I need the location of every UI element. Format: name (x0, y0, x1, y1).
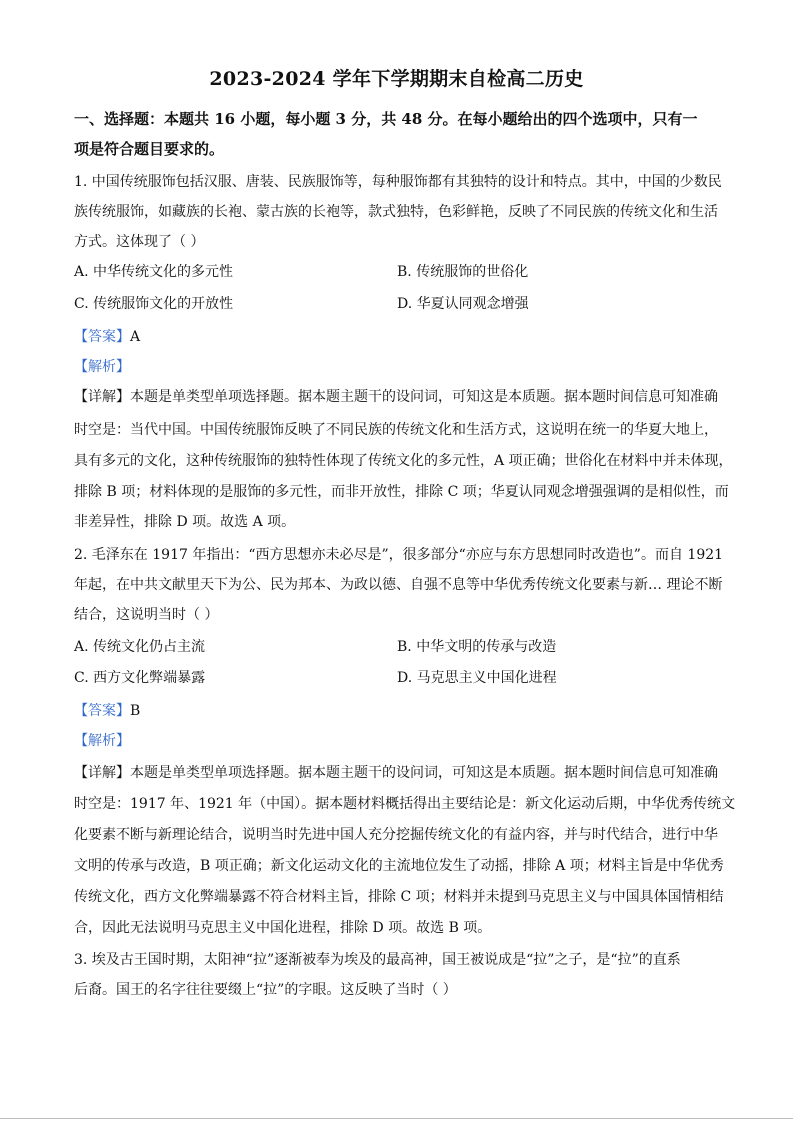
q2-detail-line-2: 时空是：1917 年、1921 年（中国）。据本题材料概括得出主要结论是：新文化运动后期，中华优秀传统文 (74, 796, 736, 812)
detail-text: 本题是单类型单项选择题。据本题主题干的设问词，可知这是本质题。据本题时间信息可知准确 (130, 389, 718, 405)
q3-stem-line-1: 3. 埃及古王国时期，太阳神“拉”逐渐被奉为埃及的最高神，国王被说成是“拉”之子，是“拉”的直系 (74, 952, 681, 968)
q2-stem-line-3: 结合，这说明当时（ ） (74, 607, 219, 623)
q2-detail-line-5: 传统文化，西方文化弊端暴露不符合材料主旨，排除 C 项；材料并未提到马克思主义与中国具体国情相结 (74, 889, 724, 905)
section-heading-line-2: 项是符合题目要求的。 (74, 140, 225, 158)
q1-option-a: A. 中华传统文化的多元性 (74, 264, 234, 280)
q2-detail-line-4: 文明的传承与改造，B 项正确；新文化运动文化的主流地位发生了动摇，排除 A 项；材料主旨是中华优秀 (74, 858, 724, 874)
q2-detail-line-1 (74, 764, 734, 782)
q1-detail-line-2: 时空是：当代中国。中国传统服饰反映了不同民族的传统文化和生活方式，这说明在统一的华夏大地上， (74, 422, 718, 438)
section-heading-line-1: 一、选择题：本题共 16 小题，每小题 3 分，共 48 分。在每小题给出的四个选项中，只有一 (74, 110, 698, 128)
q2-option-d: D. 马克思主义中国化进程 (397, 670, 557, 686)
q2-detail-line-3: 化要素不断与新理论结合，说明当时先进中国人充分挖掘传统文化的有益内容，并与时代结合，进行中华 (74, 827, 718, 843)
q1-option-b: B. 传统服饰的世俗化 (397, 264, 529, 280)
q2-option-b: B. 中华文明的传承与改造 (397, 639, 557, 655)
q1-option-c: C. 传统服饰文化的开放性 (74, 296, 234, 312)
q1-answer (74, 328, 734, 346)
q3-stem-line-2: 后裔。国王的名字往往要缀上“拉”的字眼。这反映了当时（ ） (74, 982, 457, 998)
q2-detail-line-6: 合，因此无法说明马克思主义中国化进程，排除 D 项。故选 B 项。 (74, 920, 492, 936)
q2-stem-line-1: 2. 毛泽东在 1917 年指出：“西方思想亦未必尽是”，很多部分“亦应与东方思想同时改造也”。而自 1921 (74, 547, 724, 563)
q1-option-d: D. 华夏认同观念增强 (397, 296, 529, 312)
q2-analysis-label: 【解析】 (74, 733, 130, 749)
q1-detail-line-3: 具有多元的文化，这种传统服饰的独特性体现了传统文化的多元性，A 项正确；世俗化在材料中并未体现， (74, 453, 733, 469)
q2-stem-line-2: 年起，在中共文献里天下为公、民为邦本、为政以德、自强不息等中华优秀传统文化要素与新… 理论不断 (74, 577, 723, 593)
detail-label: 【详解】 (74, 765, 130, 781)
q2-option-c: C. 西方文化弊端暴露 (74, 670, 206, 686)
answer-label: 【答案】 (74, 703, 130, 719)
q2-option-a: A. 传统文化仍占主流 (74, 639, 206, 655)
q1-stem-line-2: 族传统服饰，如藏族的长袍、蒙古族的长袍等，款式独特，色彩鲜艳，反映了不同民族的传统文化和生活 (74, 204, 718, 220)
q2-answer (74, 702, 734, 720)
answer-label: 【答案】 (74, 329, 130, 345)
q1-stem-line-3: 方式。这体现了（ ） (74, 234, 205, 250)
answer-value: B (130, 703, 141, 719)
page-title: 2023-2024 学年下学期期末自检高二历史 (209, 68, 584, 90)
q1-detail-line-1 (74, 388, 734, 406)
answer-value: A (130, 329, 141, 345)
q1-analysis-label: 【解析】 (74, 359, 130, 375)
q1-detail-line-5: 非差异性，排除 D 项。故选 A 项。 (74, 514, 296, 530)
detail-label: 【详解】 (74, 389, 130, 405)
detail-text: 本题是单类型单项选择题。据本题主题干的设问词，可知这是本质题。据本题时间信息可知准确 (130, 765, 718, 781)
page-bottom-divider (0, 1118, 793, 1119)
q1-detail-line-4: 排除 B 项；材料体现的是服饰的多元性，而非开放性，排除 C 项；华夏认同观念增强强调的是相似性，而 (74, 484, 729, 500)
q1-stem-line-1: 1. 中国传统服饰包括汉服、唐装、民族服饰等，每种服饰都有其独特的设计和特点。其中，中国的少数民 (74, 174, 722, 190)
